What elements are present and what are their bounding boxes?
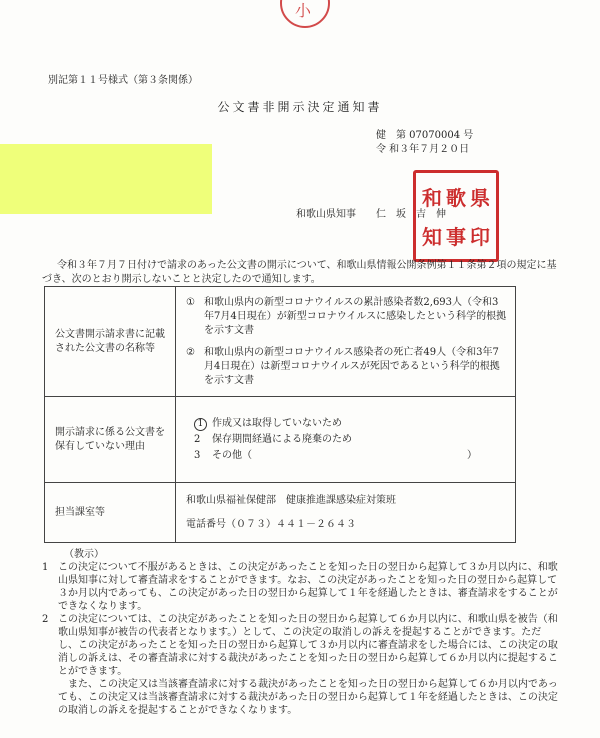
issuer-name: 和歌山県知事 仁 坂 吉 伸 (296, 209, 446, 220)
decision-table (44, 286, 516, 543)
item-number: ① (186, 296, 195, 308)
row-label-contact: 担当課室等 (45, 483, 176, 543)
doc-date: 令 和３年７月２０日 (376, 144, 470, 155)
item-number: 3 (194, 449, 201, 461)
item-text: その他（ (212, 449, 252, 461)
seal-char: 歌 (446, 186, 466, 210)
item-text: 和歌山県内の新型コロナウイルス感染者の死亡者49人（令和3年7月4日現在）は新型コロナウイルスが死因であるという科学的根拠を示す文書 (204, 346, 500, 386)
row-content-document (176, 287, 516, 397)
note-number: 1 (42, 562, 49, 573)
seal-char: 和 (422, 186, 442, 210)
note-number: 2 (42, 614, 49, 625)
intro-paragraph: 令和３年７月７日付けで請求のあった公文書の開示について、和歌山県情報公開条例第１１条第２項の規定に基づき、次のとおり開示しないことと決定したので通知します。 (42, 260, 557, 285)
top-seal-stamp (280, 0, 330, 28)
item-text: 保存期間経過による廃棄のため (212, 433, 352, 445)
row-label-document: 公文書開示請求書に記載された公文書の名称等 (45, 287, 176, 397)
row-content-reason (176, 397, 516, 483)
table-row (45, 483, 516, 543)
contact-phone: 電話番号（０７３）４４１－２６４３ (186, 518, 356, 530)
contact-department: 和歌山県福祉保健部 健康推進課感染症対策班 (186, 494, 396, 506)
row-label-reason: 開示請求に係る公文書を保有していない理由 (45, 397, 176, 483)
item-text: 作成又は取得していないため (212, 417, 342, 429)
table-row (45, 397, 516, 483)
redaction-highlight (0, 144, 212, 214)
note-extra: また、この決定又は当該審査請求に対する裁決があったことを知った日の翌日から起算して６か月以内であっても、この決定又は当該審査請求に対する裁決があった日の翌日から起算して１年を経過したときは、この決定の取消しの訴えを提起することができなくなります。 (58, 679, 558, 716)
page-title: 公文書非開示決定通知書 (217, 100, 383, 114)
official-seal (413, 170, 499, 262)
row-content-contact (176, 483, 516, 543)
top-seal-char: 小 (295, 1, 312, 20)
list-item (186, 346, 507, 388)
list-item (42, 613, 558, 678)
seal-char: 事 (446, 225, 466, 249)
doc-number: 健 第 07070004 号 (376, 130, 474, 141)
table-row (45, 287, 516, 397)
item-number-circled: 1 (194, 418, 207, 431)
seal-char: 印 (470, 225, 490, 249)
notes-heading: （教示） (64, 549, 104, 560)
item-close-paren: ） (467, 449, 477, 461)
list-item (194, 417, 507, 431)
notes-section (42, 548, 558, 717)
list-item (42, 561, 558, 613)
form-label: 別記第１１号様式（第３条関係） (48, 75, 198, 86)
item-number: ② (186, 346, 195, 358)
seal-char: 知 (422, 225, 442, 249)
item-text: 和歌山県内の新型コロナウイルスの累計感染者数2,693人（令和3年7月4日現在）が新型コロナウイルスに感染したという科学的根拠を示す文書 (204, 296, 507, 336)
note-text: この決定については、この決定があったことを知った日の翌日から起算して６か月以内に、和歌山県を被告（和歌山県知事が被告の代表者となります。）として、この決定の取消しの訴えを提起することができます。ただし、この決定があったことを知った日の翌日から起算して３か月以内に審査請求をした場合には、この決定の取消しの訴えは、その審査請求に対する裁決があったことを知った日の翌日から起算して６か月以内に提起することができます。 (58, 614, 558, 677)
list-item (186, 296, 507, 338)
list-item (194, 433, 507, 447)
note-text: この決定について不服があるときは、この決定があったことを知った日の翌日から起算して３か月以内に、和歌山県知事に対して審査請求をすることができます。なお、この決定があったことを知った日の翌日から起算して３か月以内であっても、この決定があった日の翌日から起算して１年を経過したときは、審査請求をすることができなくなります。 (58, 562, 558, 612)
list-item (194, 449, 507, 463)
seal-char: 県 (470, 186, 490, 210)
item-number: 2 (194, 433, 201, 445)
